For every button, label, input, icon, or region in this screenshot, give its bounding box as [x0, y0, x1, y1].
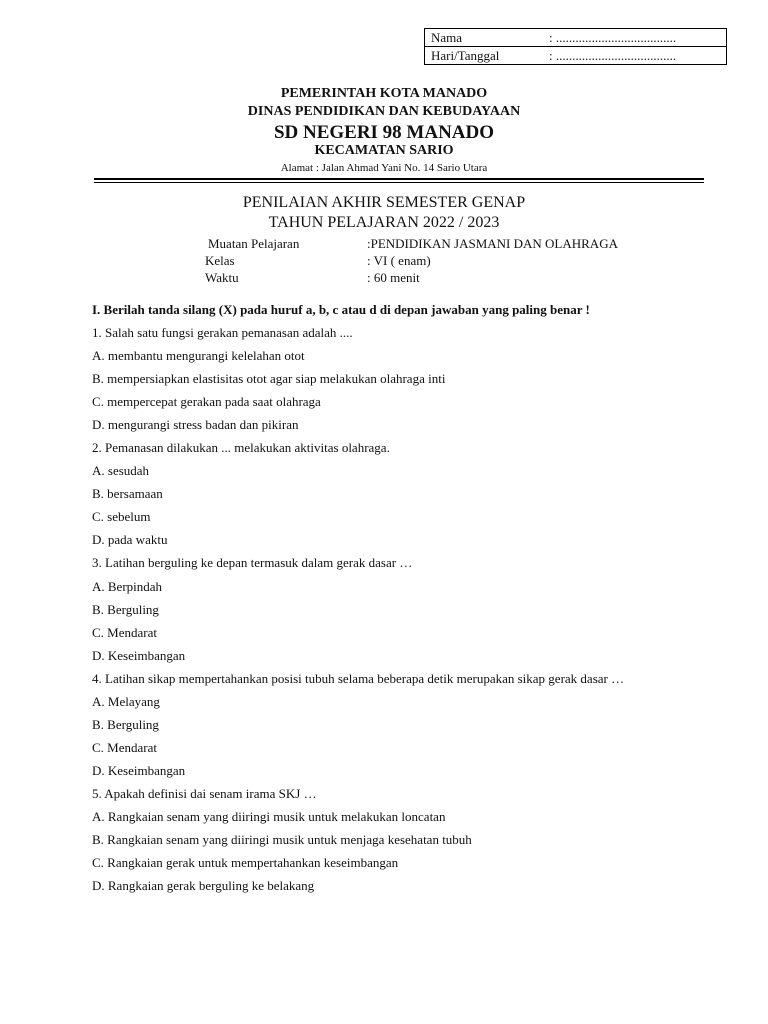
section-instruction: I. Berilah tanda silang (X) pada huruf a, b, c atau d di depan jawaban yang paling benar !: [92, 302, 590, 317]
option-5b[interactable]: B. Rangkaian senam yang diiringi musik untuk menjaga kesehatan tubuh: [92, 832, 472, 848]
header-divider-thin: [94, 182, 704, 183]
option-5a[interactable]: A. Rangkaian senam yang diiringi musik untuk melakukan loncatan: [92, 808, 446, 824]
option-4a[interactable]: A. Melayang: [92, 693, 160, 709]
header-department: DINAS PENDIDIKAN DAN KEBUDAYAAN: [247, 104, 521, 119]
exam-meta: [205, 235, 618, 286]
option-2a[interactable]: A. sesudah: [92, 463, 150, 479]
school-name: SD NEGERI 98 MANADO: [273, 122, 495, 143]
option-3a[interactable]: A. Berpindah: [92, 578, 163, 594]
district-name: KECAMATAN SARIO: [314, 143, 454, 158]
option-1a[interactable]: A. membantu mengurangi kelelahan otot: [92, 348, 305, 364]
meta-label: Kelas: [205, 253, 235, 268]
option-2b[interactable]: B. bersamaan: [92, 486, 163, 502]
identity-row-name: [425, 29, 726, 46]
meta-value: :PENDIDIKAN JASMANI DAN OLAHRAGA: [367, 236, 618, 251]
school-address: Alamat : Jalan Ahmad Yani No. 14 Sario Utara: [280, 162, 488, 174]
date-field[interactable]: : .....................................: [549, 48, 677, 63]
header-divider-thick: [94, 178, 704, 180]
exam-title: PENILAIAN AKHIR SEMESTER GENAP: [242, 194, 526, 211]
header-government: PEMERINTAH KOTA MANADO: [280, 86, 488, 101]
meta-label: Waktu: [205, 270, 239, 285]
meta-time: [205, 269, 618, 286]
date-label: Hari/Tanggal: [431, 48, 500, 63]
name-field[interactable]: : .....................................: [549, 30, 677, 45]
option-4d[interactable]: D. Keseimbangan: [92, 762, 186, 778]
option-5d[interactable]: D. Rangkaian gerak berguling ke belakang: [92, 878, 315, 894]
option-2d[interactable]: D. pada waktu: [92, 532, 168, 548]
academic-year: TAHUN PELAJARAN 2022 / 2023: [268, 214, 500, 231]
student-identity-box: [424, 28, 727, 65]
question-section: [92, 301, 732, 900]
name-label: Nama: [431, 30, 463, 45]
option-1b[interactable]: B. mempersiapkan elastisitas otot agar siap melakukan olahraga inti: [92, 371, 446, 387]
meta-label: Muatan Pelajaran: [208, 236, 300, 251]
question-1: 1. Salah satu fungsi gerakan pemanasan adalah ....: [92, 325, 353, 340]
option-1c[interactable]: C. mempercepat gerakan pada saat olahraga: [92, 394, 321, 410]
meta-value: : VI ( enam): [367, 253, 431, 268]
identity-row-date: [425, 46, 726, 64]
option-1d[interactable]: D. mengurangi stress badan dan pikiran: [92, 417, 299, 433]
option-3d[interactable]: D. Keseimbangan: [92, 647, 186, 663]
option-3b[interactable]: B. Berguling: [92, 601, 159, 617]
option-4b[interactable]: B. Berguling: [92, 716, 159, 732]
meta-subject: [205, 235, 618, 252]
option-4c[interactable]: C. Mendarat: [92, 739, 157, 755]
question-5: 5. Apakah definisi dai senam irama SKJ …: [92, 785, 317, 801]
option-2c[interactable]: C. sebelum: [92, 509, 151, 525]
option-5c[interactable]: C. Rangkaian gerak untuk mempertahankan keseimbangan: [92, 855, 399, 871]
question-4: 4. Latihan sikap mempertahankan posisi tubuh selama beberapa detik merupakan sikap gerak dasar …: [92, 670, 625, 686]
question-2: 2. Pemanasan dilakukan ... melakukan aktivitas olahraga.: [92, 440, 390, 456]
meta-class: [205, 252, 618, 269]
question-3: 3. Latihan berguling ke depan termasuk dalam gerak dasar …: [92, 555, 413, 571]
meta-value: : 60 menit: [367, 270, 420, 285]
option-3c[interactable]: C. Mendarat: [92, 624, 157, 640]
